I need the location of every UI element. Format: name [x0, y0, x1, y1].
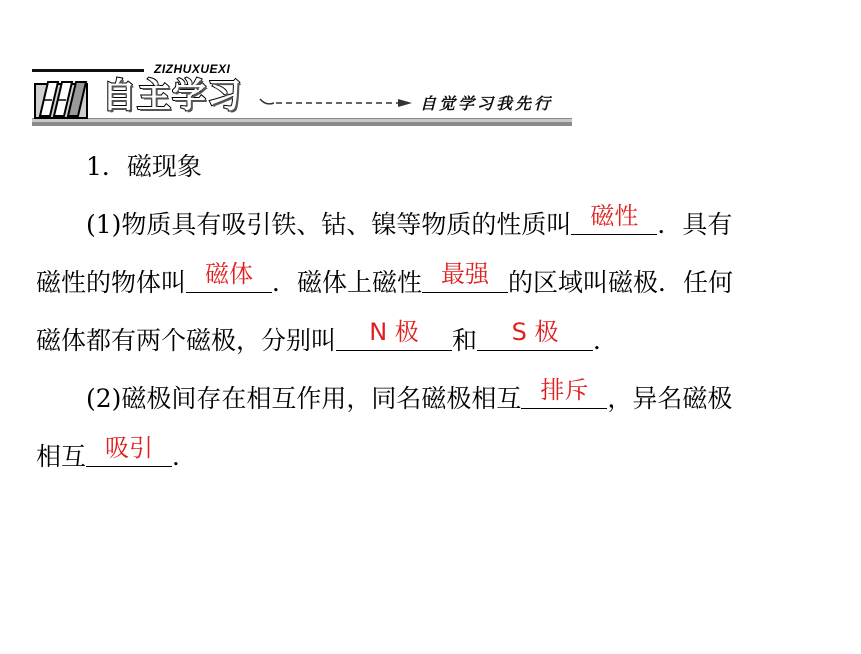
answer-blank-6 [521, 374, 607, 409]
book-icon [34, 78, 94, 122]
para1-text: 的区域叫磁极．任何 [508, 268, 734, 297]
answer-text: 磁性 [590, 202, 639, 230]
para2-text: 相互 [36, 442, 87, 471]
section-heading: 1．磁现象 [86, 152, 202, 181]
banner-bar-highlight [32, 119, 572, 122]
answer-blank-1 [571, 200, 657, 235]
para1-text: (1)物质具有吸引铁、钴、镍等物质的性质叫 [86, 210, 572, 239]
answer-blank-5 [477, 316, 593, 351]
para1-text: ．磁体上磁性 [272, 268, 423, 297]
answer-blank-2 [186, 258, 272, 293]
banner-top-rule [32, 69, 144, 72]
para1-line3 [36, 312, 836, 370]
answer-text: 磁体 [205, 260, 254, 288]
banner-underline-bar [32, 118, 572, 126]
banner-title: 自主学习 [102, 76, 242, 116]
answer-blank-7 [86, 432, 172, 467]
para1-line2 [36, 254, 836, 312]
para2-text: ，异名磁极 [607, 384, 733, 413]
para1-line1 [36, 196, 836, 254]
dashed-arrow-icon [258, 98, 414, 108]
para1-text: ．具有 [657, 210, 733, 239]
section-banner [32, 62, 572, 128]
para1-text: 磁体都有两个磁极，分别叫 [36, 326, 337, 355]
answer-text: 最强 [441, 260, 490, 288]
answer-text: S 极 [511, 318, 559, 346]
banner-motto: 自觉学习我先行 [420, 94, 554, 113]
para2-line1 [36, 370, 836, 428]
answer-text: N 极 [369, 318, 419, 346]
para2-text: ． [172, 442, 198, 471]
para1-text: ． [593, 326, 619, 355]
para2-text: (2)磁极间存在相互作用，同名磁极相互 [86, 384, 522, 413]
study-content [36, 138, 836, 486]
banner-pinyin: ZIZHUXUEXI [154, 62, 231, 76]
para1-text: 和 [452, 326, 478, 355]
para1-text: 磁性的物体叫 [36, 268, 187, 297]
answer-text: 排斥 [540, 376, 589, 404]
answer-blank-3 [422, 258, 508, 293]
answer-blank-4 [336, 316, 452, 351]
answer-text: 吸引 [105, 434, 154, 462]
para2-line2 [36, 428, 836, 486]
